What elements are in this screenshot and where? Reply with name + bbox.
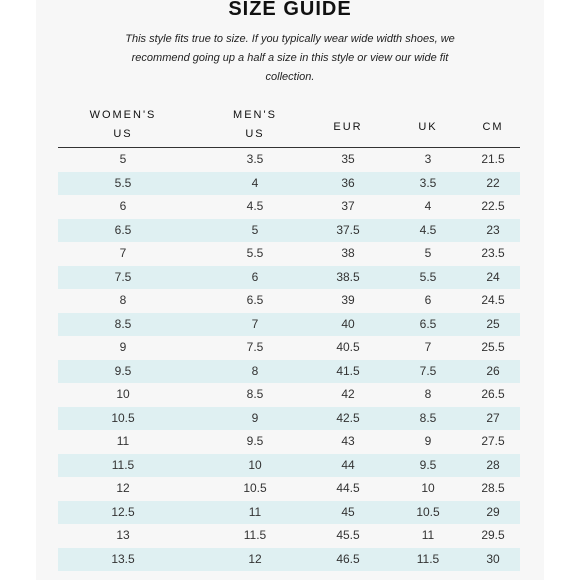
header-cm: CM	[482, 121, 504, 133]
cell-mens-us: 10	[248, 457, 262, 472]
cell-eur: 38	[341, 246, 355, 260]
table-row	[58, 336, 520, 360]
size-guide-panel	[36, 0, 544, 580]
cell-cm: 23	[486, 222, 500, 237]
cell-womens-us: 13.5	[111, 551, 135, 566]
cell-mens-us: 12	[248, 551, 262, 566]
cell-womens-us: 8	[119, 293, 127, 307]
table-row	[58, 360, 520, 384]
cell-mens-us: 4	[251, 175, 259, 190]
cell-uk: 7.5	[419, 363, 437, 378]
cell-eur: 40.5	[336, 340, 360, 354]
header-mens-us	[190, 106, 320, 144]
page-margin-left	[0, 0, 36, 580]
cell-cm: 25	[486, 316, 500, 331]
cell-mens-us: 11.5	[243, 528, 267, 542]
header-eur: EUR	[333, 121, 363, 133]
cell-womens-us: 11.5	[111, 457, 135, 472]
cell-cm: 21.5	[481, 152, 505, 166]
cell-uk: 8	[424, 387, 432, 401]
cell-eur: 44	[341, 457, 355, 472]
cell-uk: 6.5	[419, 316, 437, 331]
header-uk: UK	[418, 121, 438, 133]
cell-mens-us: 11	[248, 504, 262, 519]
cell-cm: 26	[486, 363, 500, 378]
cell-eur: 38.5	[336, 269, 360, 284]
cell-mens-us: 9	[251, 410, 259, 425]
table-row	[58, 219, 520, 243]
cell-mens-us: 6	[251, 269, 259, 284]
cell-eur: 46.5	[336, 551, 360, 566]
page-title: SIZE GUIDE	[228, 0, 352, 20]
fit-note: This style fits true to size. If you typically wear wide width shoes, we recommend going up a half a size in this style or view our wide fit collection.	[125, 33, 455, 83]
cell-cm: 22	[486, 175, 500, 190]
cell-eur: 42	[341, 387, 355, 401]
cell-uk: 3	[424, 152, 432, 166]
table-header	[58, 106, 520, 148]
cell-eur: 39	[341, 293, 355, 307]
cell-uk: 10.5	[416, 504, 440, 519]
size-table	[58, 106, 520, 571]
cell-mens-us: 6.5	[246, 293, 264, 307]
cell-womens-us: 11	[116, 434, 130, 448]
table-row	[58, 172, 520, 196]
cell-cm: 22.5	[481, 199, 505, 213]
cell-cm: 25.5	[481, 340, 505, 354]
cell-cm: 28.5	[481, 481, 505, 495]
table-row	[58, 548, 520, 572]
table-row	[58, 242, 520, 266]
cell-eur: 35	[341, 152, 355, 166]
cell-mens-us: 7.5	[246, 340, 264, 354]
cell-eur: 45.5	[336, 528, 360, 542]
cell-mens-us: 10.5	[243, 481, 267, 495]
cell-mens-us: 8	[251, 363, 259, 378]
cell-cm: 26.5	[481, 387, 505, 401]
cell-eur: 36	[341, 175, 355, 190]
table-body	[58, 148, 520, 571]
cell-eur: 44.5	[336, 481, 360, 495]
cell-uk: 5.5	[419, 269, 437, 284]
cell-uk: 6	[424, 293, 432, 307]
cell-uk: 5	[424, 246, 432, 260]
page-margin-right	[544, 0, 580, 580]
cell-eur: 40	[341, 316, 355, 331]
cell-womens-us: 5.5	[114, 175, 132, 190]
cell-cm: 24.5	[481, 293, 505, 307]
cell-womens-us: 7	[119, 246, 127, 260]
cell-cm: 29	[486, 504, 500, 519]
cell-womens-us: 6	[119, 199, 127, 213]
cell-womens-us: 10.5	[111, 410, 135, 425]
cell-eur: 37	[341, 199, 355, 213]
cell-mens-us: 7	[251, 316, 259, 331]
cell-cm: 27	[486, 410, 500, 425]
table-row	[58, 430, 520, 454]
table-row	[58, 148, 520, 172]
cell-uk: 9	[424, 434, 432, 448]
header-line: US	[113, 128, 133, 140]
cell-mens-us: 5.5	[246, 246, 264, 260]
cell-womens-us: 5	[119, 152, 127, 166]
table-row	[58, 383, 520, 407]
cell-cm: 30	[486, 551, 500, 566]
cell-mens-us: 8.5	[246, 387, 264, 401]
cell-cm: 27.5	[481, 434, 505, 448]
cell-mens-us: 3.5	[246, 152, 264, 166]
table-row	[58, 524, 520, 548]
cell-womens-us: 10	[116, 387, 130, 401]
cell-cm: 24	[486, 269, 500, 284]
cell-uk: 10	[421, 481, 435, 495]
table-row	[58, 407, 520, 431]
cell-womens-us: 6.5	[114, 222, 132, 237]
cell-uk: 11	[421, 528, 435, 542]
table-row	[58, 501, 520, 525]
table-row	[58, 454, 520, 478]
cell-uk: 11.5	[416, 551, 440, 566]
cell-womens-us: 12.5	[111, 504, 135, 519]
cell-eur: 41.5	[336, 363, 360, 378]
cell-cm: 23.5	[481, 246, 505, 260]
header-womens-us	[58, 106, 188, 144]
cell-eur: 37.5	[336, 222, 360, 237]
header-line: US	[245, 128, 265, 140]
cell-womens-us: 13	[116, 528, 130, 542]
header-line: WOMEN'S	[89, 109, 157, 121]
cell-uk: 8.5	[419, 410, 437, 425]
cell-eur: 42.5	[336, 410, 360, 425]
cell-eur: 45	[341, 504, 355, 519]
cell-womens-us: 12	[116, 481, 130, 495]
cell-cm: 28	[486, 457, 500, 472]
header-line: MEN'S	[233, 109, 277, 121]
cell-eur: 43	[341, 434, 355, 448]
cell-uk: 3.5	[419, 175, 437, 190]
table-row	[58, 289, 520, 313]
cell-womens-us: 8.5	[114, 316, 132, 331]
cell-uk: 7	[424, 340, 432, 354]
cell-mens-us: 9.5	[246, 434, 264, 448]
cell-mens-us: 4.5	[246, 199, 264, 213]
table-row	[58, 195, 520, 219]
cell-womens-us: 9.5	[114, 363, 132, 378]
cell-womens-us: 9	[119, 340, 127, 354]
cell-mens-us: 5	[251, 222, 259, 237]
table-row	[58, 477, 520, 501]
cell-uk: 4.5	[419, 222, 437, 237]
table-row	[58, 313, 520, 337]
table-row	[58, 266, 520, 290]
cell-uk: 9.5	[419, 457, 437, 472]
cell-womens-us: 7.5	[114, 269, 132, 284]
cell-cm: 29.5	[481, 528, 505, 542]
cell-uk: 4	[424, 199, 432, 213]
